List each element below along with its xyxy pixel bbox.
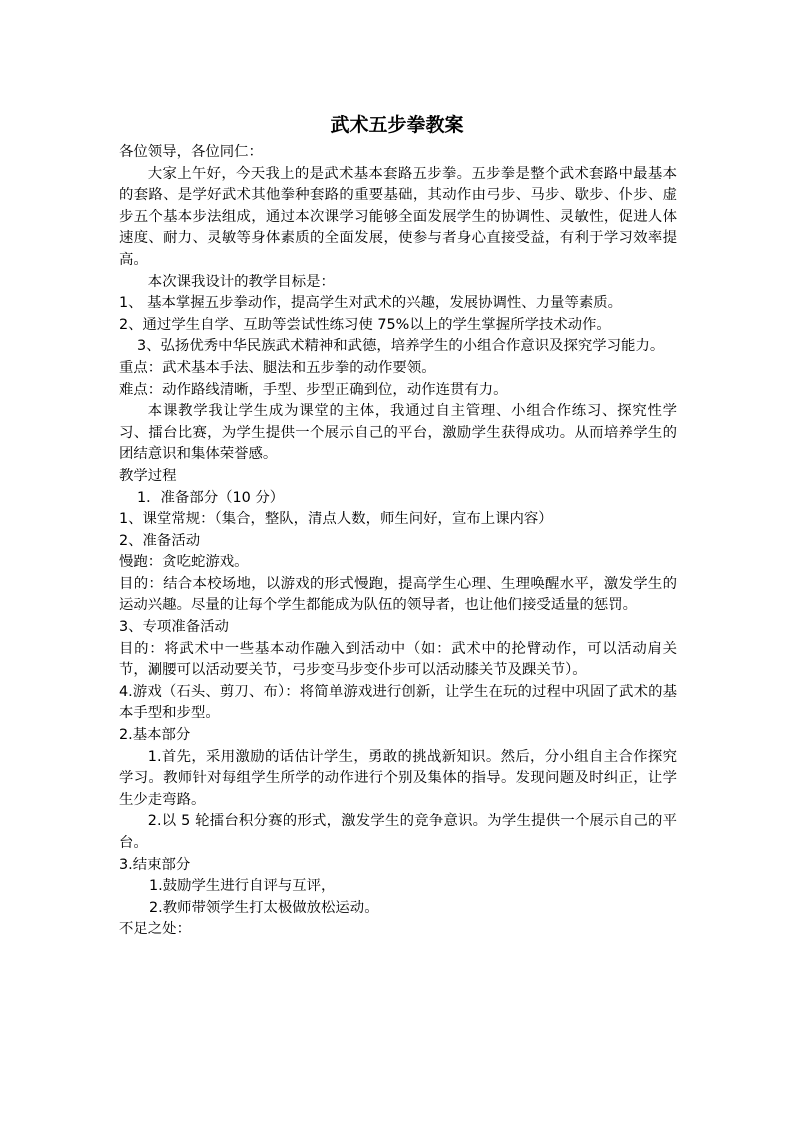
- basic-item: 2.以 5 轮擂台积分赛的形式，激发学生的竞争意识。为学生提供一个展示自己的平台。: [119, 813, 677, 851]
- greeting: 各位领导，各位同仁：: [119, 144, 263, 160]
- game-item: 4.游戏（石头、剪刀、布）：将简单游戏进行创新，让学生在玩的过程中巩固了武术的基本手型和步型。: [119, 683, 677, 722]
- difficulties: 难点：动作路线清晰，手型、步型正确到位，动作连贯有力。: [119, 381, 508, 398]
- process-heading: 教学过程: [119, 467, 177, 484]
- key-points: 重点：武术基本手法、腿法和五步拳的动作要领。: [119, 359, 436, 376]
- objective-item: 3、弘扬优秀中华民族武术精神和武德，培养学生的小组合作意识及探究学习能力。: [137, 338, 665, 355]
- prep-routine: 1、课堂常规：（集合，整队，清点人数，师生问好，宣布上课内容）: [119, 511, 553, 528]
- basic-item: 1.首先，采用激励的话估计学生，勇敢的挑战新知识。然后，分小组自主合作探究学习。教师针对每组学生所学的动作进行个别及集体的指导。发现问题及时纠正，让学生少走弯路。: [119, 748, 677, 808]
- document-title: 武术五步拳教案: [330, 114, 464, 136]
- end-heading: 3.结束部分: [119, 856, 191, 873]
- objectives-intro: 本次课我设计的教学目标是：: [147, 273, 335, 290]
- prep-activity-heading: 2、准备活动: [119, 532, 201, 549]
- special-prep-purpose: 目的：将武术中一些基本动作融入到活动中（如：武术中的抡臂动作，可以活动肩关节，涮腰可以活动要关节，弓步变马步变仆步可以活动膝关节及踝关节）。: [119, 640, 677, 679]
- prep-jog: 慢跑：贪吃蛇游戏。: [119, 554, 249, 571]
- objective-item: 1、 基本掌握五步拳动作，提高学生对武术的兴趣，发展协调性、力量等素质。: [119, 295, 623, 312]
- prep-purpose: 目的：结合本校场地，以游戏的形式慢跑，提高学生心理、生理唤醒水平，激发学生的运动兴趣。尽量的让每个学生都能成为队伍的领导者，也让他们接受适量的惩罚。: [119, 575, 677, 614]
- shortcomings: 不足之处：: [119, 921, 191, 938]
- special-prep-heading: 3、专项准备活动: [119, 619, 229, 636]
- document-body: [119, 142, 677, 941]
- objective-item: 2、通过学生自学、互助等尝试性练习使 75%以上的学生掌握所学技术动作。: [119, 316, 611, 333]
- end-item: 2.教师带领学生打太极做放松运动。: [149, 899, 379, 916]
- teaching-method-paragraph: 本课教学我让学生成为课堂的主体，我通过自主管理、小组合作练习、探究性学习、擂台比赛，为学生提供一个展示自己的平台，激励学生获得成功。从而培养学生的团结意识和集体荣誉感。: [119, 403, 677, 463]
- intro-paragraph: 大家上午好，今天我上的是武术基本套路五步拳。五步拳是整个武术套路中最基本的套路、是学好武术其他拳种套路的重要基础，其动作由弓步、马步、歇步、仆步、虚步五个基本步法组成，通过本次课学习能够全面发展学生的协调性、灵敏性，促进人体速度、耐力、灵敏等身体素质的全面发展，使参与者身心直接受益，有利于学习效率提高。: [119, 165, 677, 268]
- prep-heading: 1．准备部分（10 分）: [137, 489, 285, 506]
- basic-heading: 2.基本部分: [119, 727, 191, 744]
- end-item: 1.鼓励学生进行自评与互评，: [149, 878, 336, 895]
